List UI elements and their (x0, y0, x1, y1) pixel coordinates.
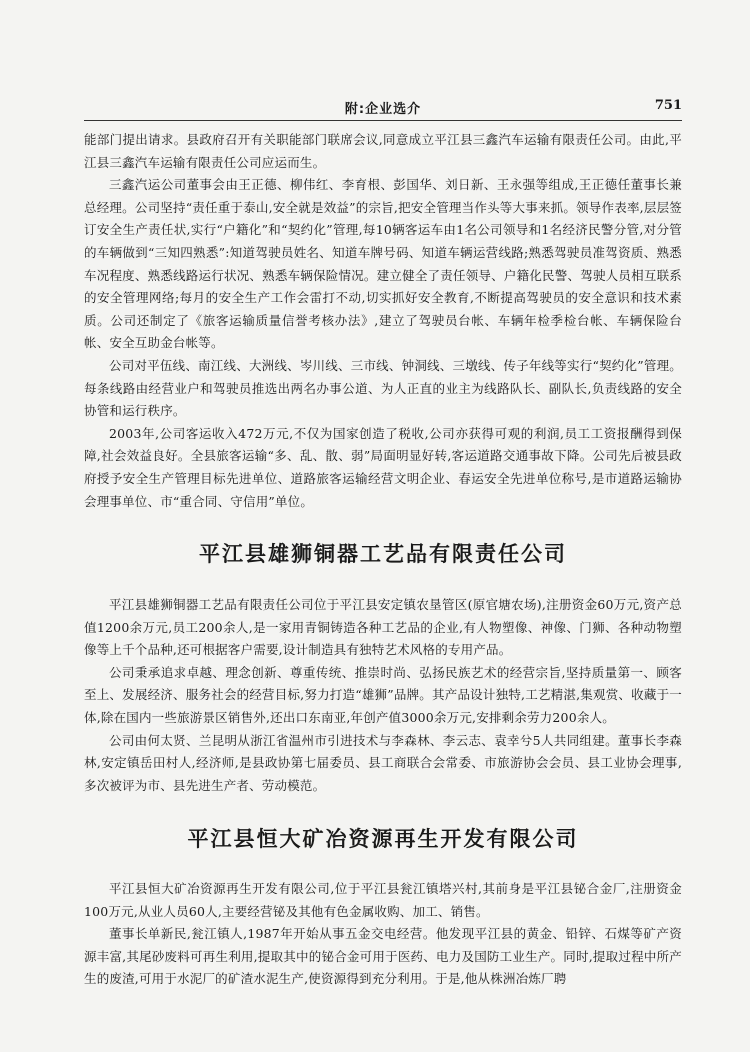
paragraph: 公司秉承追求卓越、理念创新、尊重传统、推崇时尚、弘扬民族艺术的经营宗旨,坚持质量第一、顾客至上、发展经济、服务社会的经营目标,努力打造“雄狮”品牌。其产品设计独特,工艺精湛,集观赏、收藏于一体,除在国内一些旅游景区销售外,还出口东南亚,年创产值3000余万元,安排剩余劳力200余人。 (84, 664, 682, 725)
paragraph: 公司由何太贤、兰昆明从浙江省温州市引进技术与李森林、李云志、袁幸兮5人共同组建。董事长李森林,安定镇岳田村人,经济师,是县政协第七届委员、县工商联合会常委、市旅游协会会员、县工业协会理事,多次被评为市、县先进生产者、劳动模范。 (84, 732, 682, 793)
intro-text (84, 129, 682, 513)
page-header (84, 98, 682, 121)
running-title: 附:企业选介 (344, 102, 422, 117)
paragraph: 平江县雄狮铜器工艺品有限责任公司位于平江县安定镇农垦管区(原官塘农场),注册资金60万元,资产总值1200余万元,员工200余人,是一家用青铜铸造各种工艺品的企业,有人物塑像、神像、门狮、各种动物塑像等上千个品种,还可根据客户需要,设计制造具有独特艺术风格的专用产品。 (84, 597, 682, 658)
page-number: 751 (654, 98, 682, 113)
section-title-hengda: 平江县恒大矿冶资源再生开发有限公司 (187, 827, 579, 851)
paragraph: 能部门提出请求。县政府召开有关职能部门联席会议,同意成立平江县三鑫汽车运输有限责任公司。由此,平江县三鑫汽车运输有限责任公司应运而生。 (84, 132, 682, 170)
section-xiongshi-text (84, 594, 682, 797)
paragraph: 董事长单新民,瓮江镇人,1987年开始从事五金交电经营。他发现平江县的黄金、铅锌、石煤等矿产资源丰富,其尾砂废料可再生利用,提取其中的铋合金可用于医药、电力及国防工业生产。同时,提取过程中所产生的废渣,可用于水泥厂的矿渣水泥生产,使资源得到充分利用。于是,他从株洲冶炼厂聘 (84, 926, 682, 987)
paragraph: 2003年,公司客运收入472万元,不仅为国家创造了税收,公司亦获得可观的利润,员工工资报酬得到保障,社会效益良好。全县旅客运输“多、乱、散、弱”局面明显好转,客运道路交通事故下降。公司先后被县政府授予安全生产管理目标先进单位、道路旅客运输经营文明企业、春运安全先进单位称号,是市道路运输协会理事单位、市“重合同、守信用”单位。 (84, 425, 682, 509)
section-hengda-text (84, 878, 682, 991)
paragraph: 公司对平伍线、南江线、大洲线、岑川线、三市线、钟洞线、三墩线、传子年线等实行“契约化”管理。每条线路由经营业户和驾驶员推选出两名办事公道、为人正直的业主为线路队长、副队长,负责线路的安全协管和运行秩序。 (84, 357, 682, 419)
section-title-xiongshi: 平江县雄狮铜器工艺品有限责任公司 (199, 542, 567, 566)
paragraph: 三鑫汽运公司董事会由王正德、柳伟红、李育根、彭国华、刘日新、王永强等组成,王正德任董事长兼总经理。公司坚持“责任重于泰山,安全就是效益”的宗旨,把安全管理当作头等大事来抓。领导作表率,层层签订安全生产责任状,实行“户籍化”和“契约化”管理,每10辆客运车由1名公司领导和1名经济民警分管,对分管的车辆做到“三知四熟悉”:知道驾驶员姓名、知道车牌号码、知道车辆运营线路;熟悉驾驶员准驾资质、熟悉车况程度、熟悉线路运行状况、熟悉车辆保险情况。建立健全了责任领导、户籍化民警、驾驶人员相互联系的安全管理网络;每月的安全生产工作会雷打不动,切实抓好安全教育,不断提高驾驶员的安全意识和技术素质。公司还制定了《旅客运输质量信誉考核办法》,建立了驾驶员台帐、车辆年检季检台帐、车辆保险台帐、安全互助金台帐等。 (84, 177, 682, 351)
paragraph: 平江县恒大矿冶资源再生开发有限公司,位于平江县瓮江镇塔兴村,其前身是平江县铋合金厂,注册资金100万元,从业人员60人,主要经营铋及其他有色金属收购、加工、销售。 (84, 881, 682, 919)
